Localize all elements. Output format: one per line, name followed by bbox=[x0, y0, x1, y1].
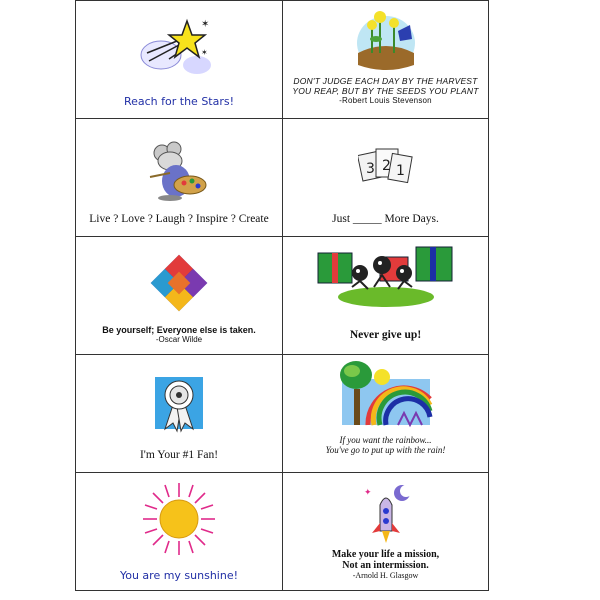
quote-author: -Robert Louis Stevenson bbox=[339, 96, 432, 105]
rocket-moon-icon bbox=[356, 481, 416, 545]
card-caption: Never give up! bbox=[349, 329, 422, 341]
painting-mouse-icon bbox=[144, 141, 214, 201]
card-harvest-quote bbox=[283, 1, 488, 119]
card-number-one-fan bbox=[76, 355, 283, 473]
svg-text:1: 1 bbox=[395, 163, 405, 179]
quote-line-2: YOU REAP, BUT BY THE SEEDS YOU PLANT bbox=[292, 86, 479, 96]
card-caption: I'm Your #1 Fan! bbox=[139, 449, 219, 461]
harvest-quote bbox=[283, 76, 488, 105]
card-live-love-laugh bbox=[76, 119, 283, 237]
sun-icon bbox=[141, 481, 217, 557]
svg-text:✦: ✦ bbox=[363, 488, 372, 498]
rainbow-quote bbox=[283, 435, 488, 455]
quote-line-1: Make your life a mission, bbox=[331, 549, 440, 560]
calendar-pages-icon bbox=[358, 143, 414, 187]
gift-boxes-icon bbox=[316, 243, 456, 311]
card-caption: Reach for the Stars! bbox=[123, 95, 235, 108]
yourself-quote bbox=[76, 325, 282, 344]
card-be-yourself bbox=[76, 237, 283, 355]
card-mission-quote bbox=[283, 473, 488, 590]
quote-author: -Arnold H. Glasgow bbox=[352, 571, 419, 580]
card-rainbow-quote bbox=[283, 355, 488, 473]
award-ribbon-icon bbox=[151, 373, 207, 433]
svg-text:2: 2 bbox=[381, 158, 391, 174]
mission-quote bbox=[283, 549, 488, 580]
quote-line: Be yourself; Everyone else is taken. bbox=[102, 325, 256, 335]
quote-author: -Oscar Wilde bbox=[155, 335, 203, 344]
card-grid bbox=[75, 0, 489, 591]
patchwork-quilt-icon bbox=[149, 253, 209, 313]
quote-line-2: Not an intermission. bbox=[342, 560, 429, 571]
svg-text:✶: ✶ bbox=[201, 19, 210, 30]
card-caption: Live ? Love ? Laugh ? Inspire ? Create bbox=[89, 213, 269, 225]
quote-line-1: If you want the rainbow... bbox=[339, 435, 432, 445]
garden-plant-icon bbox=[354, 9, 418, 71]
card-caption: Just _____ More Days. bbox=[332, 213, 439, 225]
card-never-give-up bbox=[283, 237, 488, 355]
card-more-days bbox=[283, 119, 488, 237]
card-caption: You are my sunshine! bbox=[119, 569, 239, 582]
svg-text:3: 3 bbox=[365, 161, 375, 177]
quote-line-2: You've go to put up with the rain! bbox=[325, 445, 446, 455]
rainbow-tree-icon bbox=[338, 359, 434, 431]
shooting-star-icon bbox=[139, 15, 219, 77]
card-reach-for-stars bbox=[76, 1, 283, 119]
card-sunshine bbox=[76, 473, 283, 590]
quote-line-1: DON'T JUDGE EACH DAY BY THE HARVEST bbox=[293, 76, 478, 86]
svg-text:✶: ✶ bbox=[201, 48, 208, 57]
